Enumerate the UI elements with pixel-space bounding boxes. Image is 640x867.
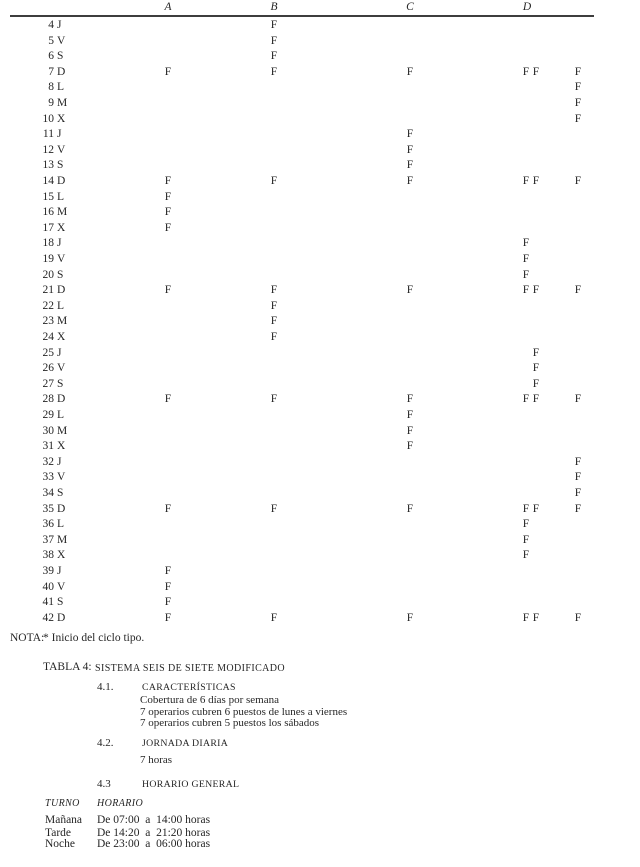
row-day-letter: X (57, 440, 66, 453)
row-day-number: 13 (42, 159, 54, 172)
section-4-2-line: 7 horas (140, 754, 173, 766)
row-day-letter: S (57, 159, 64, 172)
row-day-number: 8 (48, 81, 54, 94)
free-day-mark-D2: F (532, 284, 540, 297)
free-day-mark-A: F (164, 190, 172, 203)
row-day-letter: X (57, 331, 66, 343)
free-day-mark-B: F (270, 50, 278, 63)
free-day-mark-A: F (164, 65, 172, 78)
row-day-letter: M (57, 315, 68, 328)
free-day-mark-A: F (164, 393, 172, 406)
horario-cell: De 07:00 a 14:00 horas (97, 814, 211, 826)
col-header-C: C (406, 1, 414, 13)
turno-cell: Tarde (45, 827, 72, 839)
row-day-letter: V (57, 471, 66, 484)
row-day-number: 21 (42, 284, 54, 297)
row-day-number: 27 (42, 377, 54, 390)
free-day-mark-E: F (574, 393, 582, 406)
row-day-number: 17 (42, 221, 54, 234)
section-4-1-line: Cobertura de 6 días por semana (140, 694, 279, 706)
tabla4-title: SISTEMA SEIS DE SIETE MODIFICADO (95, 662, 286, 674)
row-day-number: 18 (42, 237, 54, 250)
free-day-mark-D1: F (522, 268, 530, 281)
row-day-letter: L (57, 190, 65, 203)
free-day-mark-D1: F (522, 502, 530, 515)
row-day-number: 20 (42, 268, 54, 281)
row-day-letter: J (57, 565, 62, 577)
nota-label: NOTA: (10, 632, 45, 644)
row-day-letter: X (57, 112, 66, 125)
turno-cell: Noche (45, 838, 76, 850)
row-day-number: 5 (48, 34, 54, 47)
free-day-mark-D1: F (522, 65, 530, 78)
horario-cell: De 23:00 a 06:00 horas (97, 838, 211, 850)
free-day-mark-D2: F (532, 65, 540, 78)
free-day-mark-D1: F (522, 237, 530, 250)
free-day-mark-C: F (406, 143, 414, 156)
row-day-letter: D (57, 284, 66, 297)
row-day-number: 25 (42, 346, 54, 359)
row-day-number: 22 (42, 299, 54, 312)
free-day-mark-C: F (406, 175, 414, 187)
free-day-mark-E: F (574, 97, 582, 109)
col-header-A: A (164, 1, 172, 13)
free-day-mark-D2: F (532, 346, 540, 359)
row-day-letter: V (57, 34, 66, 47)
free-day-mark-B: F (270, 34, 278, 47)
turno-column-header: TURNO (45, 798, 80, 809)
free-day-mark-E: F (574, 65, 582, 78)
row-day-number: 33 (42, 471, 54, 484)
row-day-letter: D (57, 65, 66, 78)
free-day-mark-E: F (574, 502, 582, 515)
section-4-3-number: 4.3 (97, 778, 111, 790)
free-day-mark-E: F (574, 611, 582, 624)
row-day-letter: D (57, 393, 66, 406)
free-day-mark-B: F (270, 611, 278, 624)
nota-text: * Inicio del ciclo tipo. (43, 632, 145, 644)
row-day-letter: M (57, 424, 68, 437)
row-day-letter: D (57, 502, 66, 515)
row-day-number: 6 (48, 50, 54, 63)
turno-cell: Mañana (45, 814, 83, 826)
row-day-letter: L (57, 299, 65, 312)
row-day-number: 34 (42, 487, 54, 499)
row-day-number: 4 (48, 19, 54, 31)
section-4-2-number: 4.2. (97, 737, 114, 749)
free-day-mark-D1: F (522, 393, 530, 406)
row-day-letter: L (57, 518, 65, 531)
row-day-letter: X (57, 549, 66, 562)
row-day-letter: J (57, 237, 62, 250)
free-day-mark-B: F (270, 284, 278, 297)
free-day-mark-C: F (406, 393, 414, 406)
free-day-mark-E: F (574, 112, 582, 125)
section-4-1-line: 7 operarios cubren 6 puestos de lunes a viernes (140, 705, 348, 718)
row-day-number: 24 (42, 331, 54, 343)
row-day-letter: M (57, 97, 68, 109)
free-day-mark-D1: F (522, 284, 530, 297)
row-day-letter: V (57, 253, 66, 265)
free-day-mark-B: F (270, 19, 278, 31)
tabla4-label: TABLA 4: (43, 661, 92, 673)
free-day-mark-C: F (406, 424, 414, 437)
free-day-mark-E: F (574, 81, 582, 94)
free-day-mark-D1: F (522, 549, 530, 562)
section-4-2-heading: JORNADA DIARIA (142, 738, 229, 749)
row-day-number: 15 (42, 190, 54, 203)
free-day-mark-A: F (164, 565, 172, 577)
row-day-number: 14 (42, 175, 54, 187)
free-day-mark-D1: F (522, 518, 530, 531)
free-day-mark-B: F (270, 393, 278, 406)
row-day-letter: D (57, 175, 66, 187)
free-day-mark-E: F (574, 487, 582, 499)
row-day-letter: S (57, 377, 64, 390)
free-day-mark-B: F (270, 65, 278, 78)
free-day-mark-C: F (406, 65, 414, 78)
row-day-letter: S (57, 268, 64, 281)
free-day-mark-C: F (406, 409, 414, 421)
free-day-mark-E: F (574, 471, 582, 484)
row-day-letter: D (57, 611, 66, 624)
free-day-mark-A: F (164, 175, 172, 187)
row-day-letter: S (57, 596, 64, 609)
row-day-number: 19 (42, 253, 54, 265)
row-day-number: 37 (42, 533, 54, 546)
horario-cell: De 14:20 a 21:20 horas (97, 827, 211, 839)
row-day-letter: V (57, 143, 66, 156)
free-day-mark-D1: F (522, 253, 530, 265)
row-day-number: 42 (42, 611, 54, 624)
section-4-1-number: 4.1. (97, 681, 114, 693)
free-day-mark-A: F (164, 284, 172, 297)
free-day-mark-D2: F (532, 502, 540, 515)
free-day-mark-C: F (406, 611, 414, 624)
col-header-B: B (270, 1, 278, 13)
row-day-letter: V (57, 580, 66, 593)
free-day-mark-B: F (270, 502, 278, 515)
row-day-number: 7 (48, 65, 54, 78)
free-day-mark-C: F (406, 440, 414, 453)
free-day-mark-D2: F (532, 611, 540, 624)
free-day-mark-A: F (164, 611, 172, 624)
free-day-mark-A: F (164, 221, 172, 234)
row-day-letter: V (57, 362, 66, 375)
row-day-letter: M (57, 206, 68, 219)
free-day-mark-A: F (164, 580, 172, 593)
row-day-number: 41 (42, 596, 54, 609)
section-4-1-line: 7 operarios cubren 5 puestos los sábados (140, 717, 320, 729)
row-day-letter: J (57, 128, 62, 141)
row-day-number: 9 (48, 97, 54, 109)
free-day-mark-D2: F (532, 175, 540, 187)
free-day-mark-D1: F (522, 175, 530, 187)
free-day-mark-E: F (574, 284, 582, 297)
section-4-1-heading: CARACTERÍSTICAS (142, 682, 236, 693)
free-day-mark-C: F (406, 502, 414, 515)
row-day-number: 23 (42, 315, 54, 328)
free-day-mark-E: F (574, 175, 582, 187)
row-day-number: 39 (42, 565, 54, 577)
row-day-number: 36 (42, 518, 54, 531)
free-day-mark-C: F (406, 284, 414, 297)
row-day-letter: L (57, 81, 65, 94)
row-day-number: 11 (42, 128, 54, 141)
free-day-mark-A: F (164, 596, 172, 609)
row-day-letter: J (57, 455, 62, 468)
row-day-number: 12 (42, 143, 54, 156)
row-day-letter: X (57, 221, 66, 234)
free-day-mark-D2: F (532, 377, 540, 390)
row-day-letter: L (57, 409, 65, 421)
row-day-number: 38 (42, 549, 54, 562)
free-day-mark-A: F (164, 502, 172, 515)
row-day-letter: J (57, 19, 62, 31)
row-day-letter: S (57, 487, 64, 499)
free-day-mark-D1: F (522, 611, 530, 624)
row-day-number: 35 (42, 502, 54, 515)
section-4-3-heading: HORARIO GENERAL (142, 779, 240, 790)
row-day-number: 26 (42, 362, 54, 375)
free-day-mark-C: F (406, 128, 414, 141)
table-header-rule (10, 15, 594, 17)
row-day-number: 40 (42, 580, 54, 593)
row-day-number: 16 (42, 206, 54, 219)
row-day-number: 28 (42, 393, 54, 406)
row-day-number: 10 (42, 112, 54, 125)
row-day-letter: M (57, 533, 68, 546)
col-header-D: D (522, 1, 532, 13)
row-day-number: 32 (42, 455, 54, 468)
free-day-mark-A: F (164, 206, 172, 219)
free-day-mark-B: F (270, 175, 278, 187)
free-day-mark-D2: F (532, 362, 540, 375)
horario-column-header: HORARIO (97, 798, 144, 809)
row-day-number: 29 (42, 409, 54, 421)
free-day-mark-B: F (270, 331, 278, 343)
row-day-number: 30 (42, 424, 54, 437)
row-day-letter: J (57, 346, 62, 359)
free-day-mark-B: F (270, 299, 278, 312)
row-day-number: 31 (42, 440, 54, 453)
free-day-mark-D1: F (522, 533, 530, 546)
free-day-mark-D2: F (532, 393, 540, 406)
free-day-mark-E: F (574, 455, 582, 468)
free-day-mark-B: F (270, 315, 278, 328)
row-day-letter: S (57, 50, 64, 63)
free-day-mark-C: F (406, 159, 414, 172)
